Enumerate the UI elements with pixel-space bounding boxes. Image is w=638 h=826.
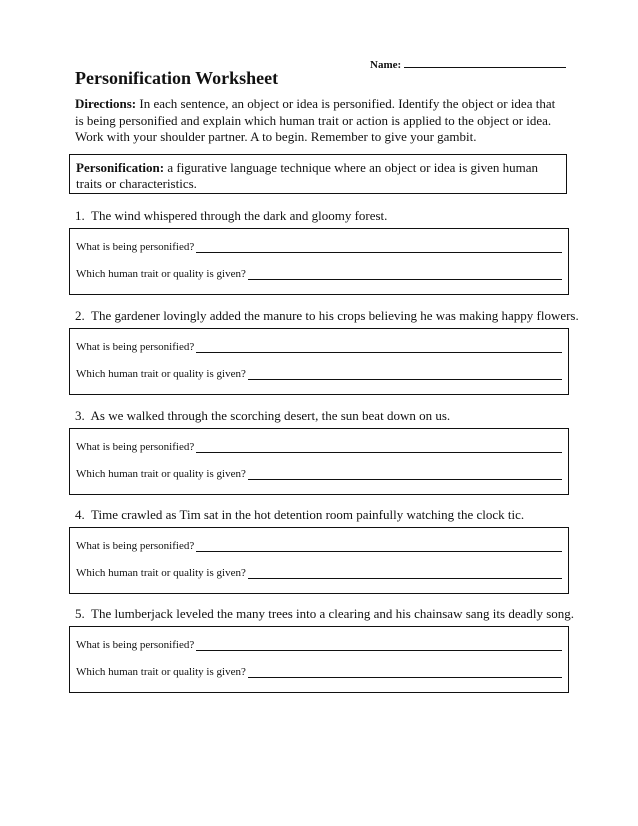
answer-blank[interactable] [248, 568, 562, 579]
answer-box-1 [69, 228, 569, 295]
answer-blank[interactable] [248, 269, 562, 280]
name-row [370, 57, 566, 71]
name-label: Name: [370, 59, 402, 71]
directions-label: Directions: [75, 96, 137, 111]
personified-answer-1[interactable] [76, 241, 562, 253]
answer-blank[interactable] [248, 667, 562, 678]
answer-blank[interactable] [196, 442, 562, 453]
trait-answer-1[interactable] [76, 268, 562, 280]
question-2 [75, 308, 579, 324]
question-text: The lumberjack leveled the many trees into a clearing and his chainsaw sang its deadly song. [91, 606, 575, 621]
question-5 [75, 606, 575, 622]
answer-blank[interactable] [196, 541, 562, 552]
question-text: The wind whispered through the dark and gloomy forest. [91, 208, 388, 223]
definition-text: a figurative language technique where an object or idea is given human traits or characteristics. [76, 160, 539, 191]
personified-answer-3[interactable] [76, 441, 562, 453]
question-number: 4. [75, 507, 85, 522]
question-number: 2. [75, 308, 85, 323]
definition-box [69, 154, 567, 194]
name-blank[interactable] [404, 57, 566, 68]
question-number: 3. [75, 408, 85, 423]
personified-prompt: What is being personified? [76, 540, 195, 552]
personified-prompt: What is being personified? [76, 241, 195, 253]
question-number: 5. [75, 606, 85, 621]
personified-prompt: What is being personified? [76, 341, 195, 353]
trait-answer-4[interactable] [76, 567, 562, 579]
trait-answer-2[interactable] [76, 368, 562, 380]
question-1 [75, 208, 575, 224]
question-number: 1. [75, 208, 85, 223]
answer-box-3 [69, 428, 569, 495]
answer-blank[interactable] [196, 342, 562, 353]
personified-answer-2[interactable] [76, 341, 562, 353]
personified-answer-4[interactable] [76, 540, 562, 552]
trait-prompt: Which human trait or quality is given? [76, 468, 246, 480]
personified-answer-5[interactable] [76, 639, 562, 651]
question-text: Time crawled as Tim sat in the hot detention room painfully watching the clock tic. [91, 507, 525, 522]
answer-blank[interactable] [248, 469, 562, 480]
trait-prompt: Which human trait or quality is given? [76, 666, 246, 678]
trait-prompt: Which human trait or quality is given? [76, 567, 246, 579]
personified-prompt: What is being personified? [76, 639, 195, 651]
trait-prompt: Which human trait or quality is given? [76, 268, 246, 280]
answer-blank[interactable] [196, 242, 562, 253]
question-text: As we walked through the scorching desert, the sun beat down on us. [90, 408, 451, 423]
answer-box-4 [69, 527, 569, 594]
definition-term: Personification: [76, 160, 165, 175]
answer-blank[interactable] [196, 640, 562, 651]
directions-text: In each sentence, an object or idea is personified. Identify the object or idea that is being personified and explain which human trait or action is applied to the object or idea. Work with your shoulder partner. A to begin. Remember to give your gambit. [75, 96, 556, 144]
trait-prompt: Which human trait or quality is given? [76, 368, 246, 380]
answer-blank[interactable] [248, 369, 562, 380]
trait-answer-5[interactable] [76, 666, 562, 678]
answer-box-2 [69, 328, 569, 395]
trait-answer-3[interactable] [76, 468, 562, 480]
answer-box-5 [69, 626, 569, 693]
directions [75, 96, 563, 146]
personified-prompt: What is being personified? [76, 441, 195, 453]
question-3 [75, 408, 575, 424]
page-title: Personification Worksheet [75, 68, 279, 88]
question-4 [75, 507, 575, 523]
question-text: The gardener lovingly added the manure to his crops believing he was making happy flowers. [91, 308, 579, 323]
